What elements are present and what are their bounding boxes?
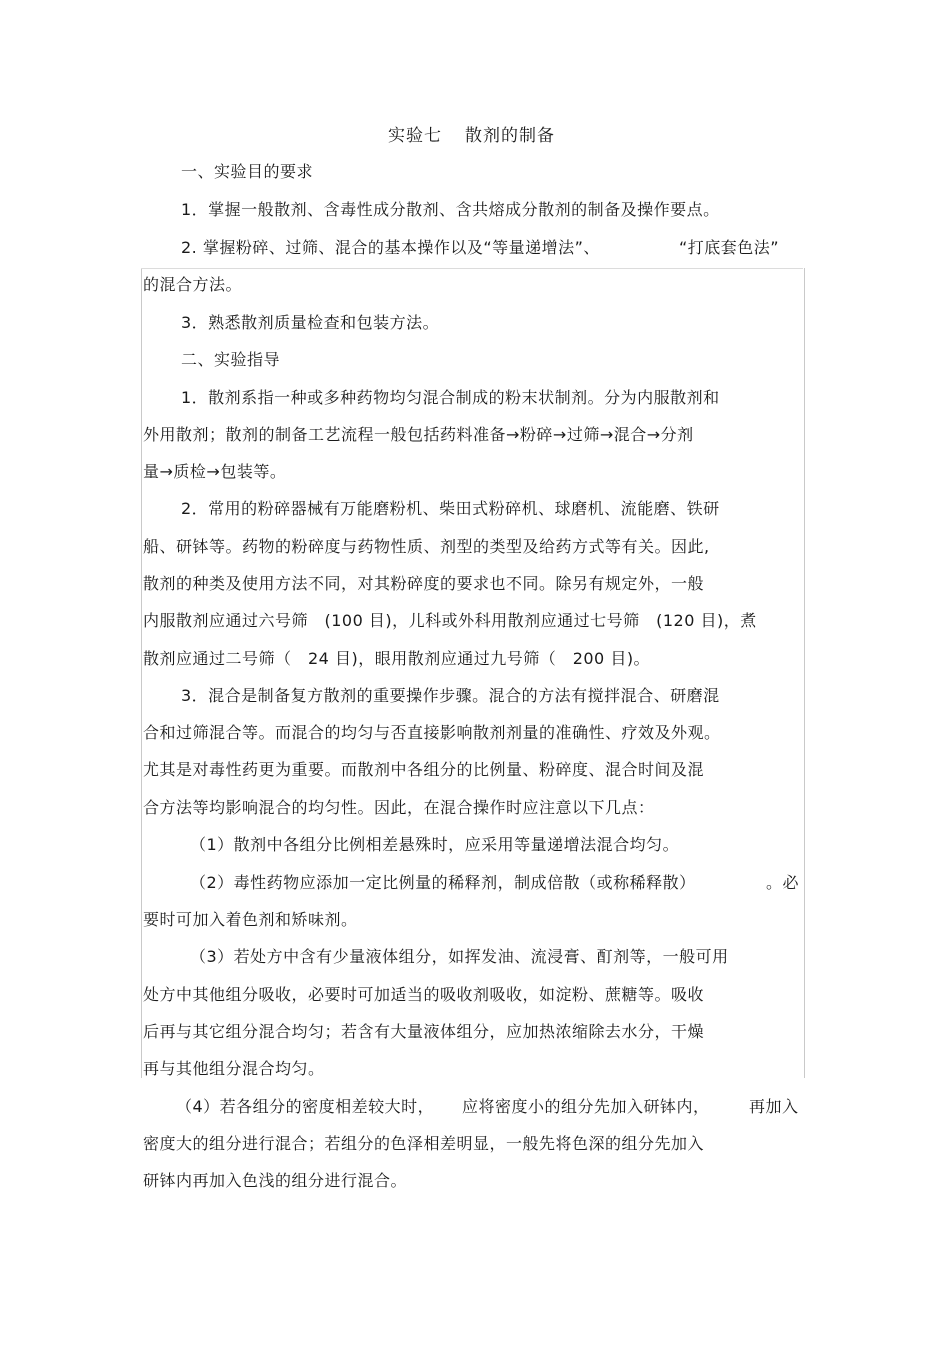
- list-item-3: （3）若处方中含有少量液体组分，如挥发油、流浸膏、酊剂等，一般可用: [190, 947, 729, 966]
- paragraph-line: 量→质检→包装等。: [143, 462, 287, 481]
- paragraph-line: 3．混合是制备复方散剂的重要操作步骤。混合的方法有搅拌混合、研磨混: [181, 686, 720, 705]
- paragraph-line: 合方法等均影响混合的均匀性。因此，在混合操作时应注意以下几点：: [143, 798, 655, 817]
- paragraph-line: 1．掌握一般散剂、含毒性成分散剂、含共熔成分散剂的制备及操作要点。: [181, 200, 720, 219]
- paragraph-line: 1．散剂系指一种或多种药物均匀混合制成的粉末状制剂。分为内服散剂和: [181, 388, 720, 407]
- paragraph-line: 3．熟悉散剂质量检查和包装方法。: [181, 313, 440, 332]
- paragraph-line: 研钵内再加入色浅的组分进行混合。: [143, 1171, 408, 1190]
- paragraph-line: 散剂应通过二号筛（ 24 目)，眼用散剂应通过九号筛（ 200 目)。: [143, 649, 651, 668]
- paragraph-line: 散剂的种类及使用方法不同，对其粉碎度的要求也不同。除另有规定外，一般: [143, 574, 705, 593]
- paragraph-line: 2. 掌握粉碎、过筛、混合的基本操作以及“等量递增法”、: [181, 238, 600, 257]
- paragraph-line: 要时可加入着色剂和矫味剂。: [143, 910, 358, 929]
- paragraph-line: 再加入: [749, 1097, 799, 1116]
- title-part-2: 散剂的制备: [465, 126, 555, 146]
- paragraph-line: 尤其是对毒性药更为重要。而散剂中各组分的比例量、粉碎度、混合时间及混: [143, 760, 705, 779]
- paragraph-line: 后再与其它组分混合均匀；若含有大量液体组分，应加热浓缩除去水分，干燥: [143, 1022, 705, 1041]
- list-item-2: （2）毒性药物应添加一定比例量的稀释剂，制成倍散（或称稀释散）: [190, 873, 696, 892]
- paragraph-line: 。必: [766, 873, 800, 892]
- section-heading-1: 一、实验目的要求: [181, 162, 314, 181]
- list-item-1: （1）散剂中各组分比例相差悬殊时，应采用等量递增法混合均匀。: [190, 835, 680, 854]
- title-part-1: 实验七: [388, 126, 442, 146]
- paragraph-line: 合和过筛混合等。而混合的均匀与否直接影响散剂剂量的准确性、疗效及外观。: [143, 723, 721, 742]
- paragraph-line: 2．常用的粉碎器械有万能磨粉机、柴田式粉碎机、球磨机、流能磨、铁研: [181, 499, 720, 518]
- paragraph-line: 处方中其他组分吸收，必要时可加适当的吸收剂吸收，如淀粉、蔗糖等。吸收: [143, 985, 705, 1004]
- section-heading-2: 二、实验指导: [181, 350, 281, 369]
- paragraph-line: “打底套色法”: [679, 238, 780, 257]
- paragraph-line: 应将密度小的组分先加入研钵内，: [462, 1097, 710, 1116]
- paragraph-line: 外用散剂；散剂的制备工艺流程一般包括药料准备→粉碎→过筛→混合→分剂: [143, 425, 694, 444]
- list-item-4: （4）若各组分的密度相差较大时，: [176, 1097, 435, 1116]
- paragraph-line: 船、研钵等。药物的粉碎度与药物性质、剂型的类型及给药方式等有关。因此,: [143, 537, 710, 556]
- paragraph-line: 的混合方法。: [143, 275, 243, 294]
- paragraph-line: 内服散剂应通过六号筛 (100 目)，儿科或外科用散剂应通过七号筛 (120 目)，煮: [143, 611, 757, 630]
- paragraph-line: 再与其他组分混合均匀。: [143, 1059, 325, 1078]
- paragraph-line: 密度大的组分进行混合；若组分的色泽相差明显，一般先将色深的组分先加入: [143, 1134, 705, 1153]
- page-frame-top-rule: [141, 268, 803, 269]
